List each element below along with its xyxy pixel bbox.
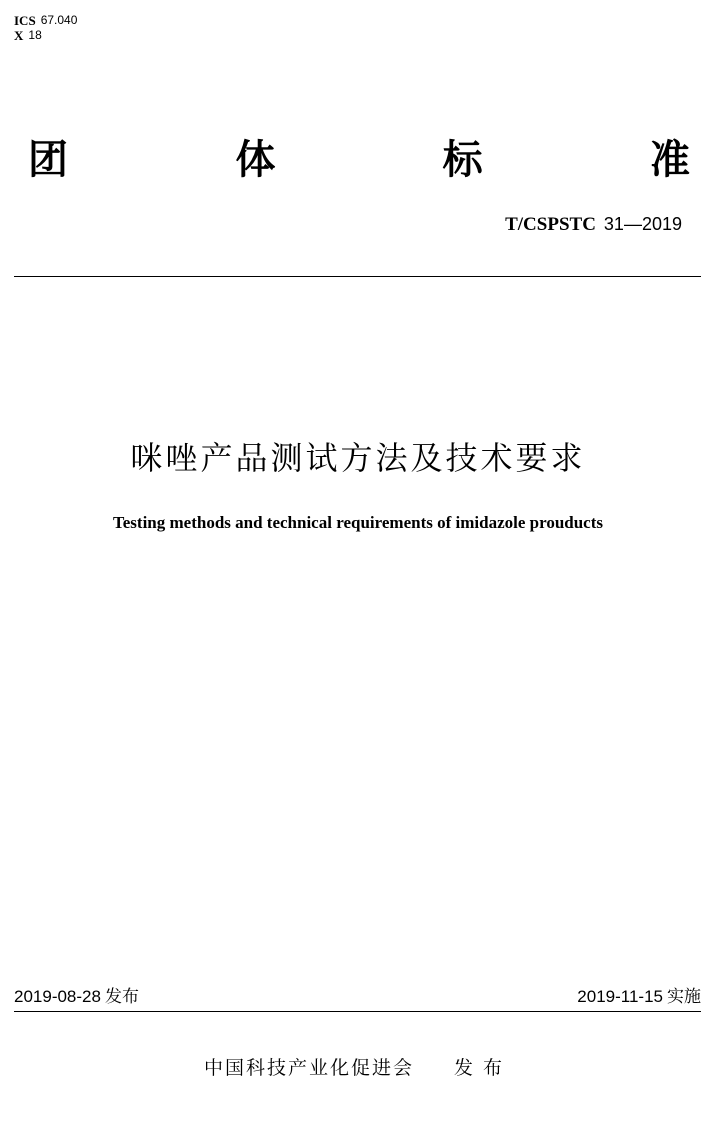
standard-prefix: T/CSPSTC [505, 214, 596, 235]
classification-block [14, 13, 77, 43]
publish-date: 2019-08-28 [14, 987, 101, 1006]
implement-date: 2019-11-15 [577, 987, 663, 1006]
implement-date-line [577, 985, 701, 1009]
title-char-3: 标 [442, 137, 483, 183]
implement-label: 实施 [667, 987, 701, 1007]
english-title: Testing methods and technical requirements of imidazole prouducts [112, 513, 604, 532]
bottom-divider [14, 1011, 701, 1012]
standard-number [505, 214, 682, 236]
title-char-1: 团 [28, 137, 68, 183]
publish-date-line [14, 985, 139, 1009]
publisher-name: 中国科技产业化促进会 [203, 1057, 414, 1079]
ics-value: 67.040 [40, 13, 78, 27]
publish-label: 发布 [104, 987, 139, 1007]
standard-code: 31—2019 [603, 214, 682, 234]
classification-value: 18 [28, 28, 42, 42]
publisher-line [0, 1054, 716, 1082]
title-char-2: 体 [235, 137, 276, 183]
classification-row [14, 28, 77, 43]
document-type-title [28, 130, 690, 190]
classification-label: X [14, 28, 24, 43]
top-divider [14, 276, 701, 277]
ics-row [14, 13, 77, 28]
title-char-4: 准 [649, 137, 690, 183]
publisher-action: 发布 [454, 1057, 513, 1079]
chinese-title: 咪唑产品测试方法及技术要求 [130, 439, 586, 477]
ics-label: ICS [14, 13, 36, 28]
